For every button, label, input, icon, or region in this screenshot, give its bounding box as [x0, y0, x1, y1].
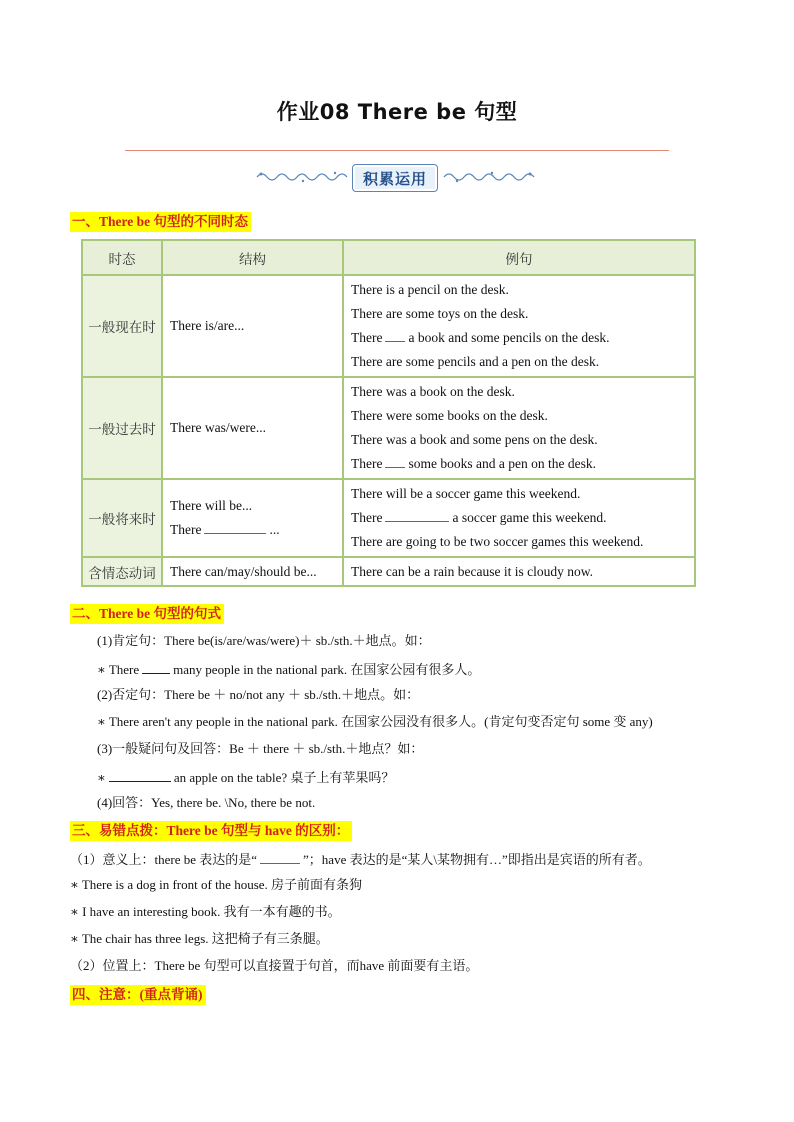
section-banner	[255, 162, 545, 196]
structure-cell	[162, 275, 343, 377]
example-line: There was a book on the desk.	[351, 384, 515, 399]
section1-heading: 一、There be 句型的不同时态	[70, 212, 251, 232]
banner-label-box	[352, 164, 438, 192]
right-wave-ornament	[442, 166, 537, 188]
meaning-rule	[70, 849, 651, 869]
answer-blank[interactable]	[109, 767, 171, 782]
tense-cell: 含情态动词	[82, 557, 162, 586]
section2-heading: 二、There be 句型的句式	[70, 604, 224, 624]
structure-text: There was/were...	[170, 420, 266, 435]
banner-label: 积累运用	[362, 170, 427, 188]
example-text: many people in the national park. 在国家公园有很多人。	[173, 662, 481, 677]
example-text: There can be a rain because it is cloudy now.	[351, 563, 594, 579]
rule-text: （1）意义上：there be 表达的是“	[70, 852, 258, 867]
rule-answer: (4)回答：Yes, there be. \No, there be not.	[97, 795, 316, 810]
example-affirmative	[97, 659, 480, 679]
example-line: There are some toys on the desk.	[351, 306, 529, 321]
example-line	[351, 326, 687, 350]
example-question	[97, 767, 394, 787]
examples-cell	[343, 557, 695, 586]
header-tense: 时态	[82, 240, 162, 275]
example-line: There are some pencils and a pen on the desk.	[351, 354, 600, 369]
tense-cell: 一般将来时	[82, 479, 162, 557]
rule-question: (3)一般疑问句及回答：Be ＋ there ＋ sb./sth.＋地点？如：	[97, 741, 424, 756]
example-text: an apple on the table? 桌子上有苹果吗？	[173, 770, 395, 785]
position-rule: （2）位置上：There be 句型可以直接置于句首，而have 前面要有主语。	[70, 958, 479, 973]
example-text: a book and some pencils on the desk.	[408, 330, 610, 345]
structure-text	[170, 518, 335, 542]
header-example: 例句	[343, 240, 695, 275]
section3-heading: 三、易错点拨：There be 句型与 have 的区别：	[70, 821, 352, 841]
example-text: There	[351, 330, 383, 345]
example-there-be: ∗ There is a dog in front of the house. 房子前面有条狗	[70, 877, 363, 892]
answer-blank[interactable]	[260, 849, 300, 864]
rule-affirmative: (1)肯定句：There be(is/are/was/were)＋ sb./sth.＋地点。如：	[97, 633, 431, 648]
tense-cell: 一般过去时	[82, 377, 162, 479]
example-text: There	[351, 456, 383, 471]
page-title: 作业08 There be 句型	[276, 100, 518, 124]
title-divider	[125, 150, 669, 151]
structure-text: There is/are...	[170, 318, 245, 333]
structure-text: There will be...	[170, 498, 253, 513]
example-text: ∗ There	[97, 662, 140, 677]
example-text: ∗	[97, 770, 106, 785]
header-structure: 结构	[162, 240, 343, 275]
answer-blank[interactable]	[385, 453, 405, 468]
examples-cell	[343, 275, 695, 377]
examples-cell	[343, 479, 695, 557]
example-text: There	[351, 510, 383, 525]
example-negative: ∗ There aren't any people in the national park. 在国家公园没有很多人。(肯定句变否定句 some 变 any)	[97, 714, 653, 729]
structure-word: There	[170, 522, 202, 537]
example-has: ∗ The chair has three legs. 这把椅子有三条腿。	[70, 931, 329, 946]
example-text: a soccer game this weekend.	[452, 510, 607, 525]
example-line: There were some books on the desk.	[351, 408, 548, 423]
tense-table	[81, 239, 696, 587]
table-row	[82, 275, 695, 377]
structure-cell	[162, 557, 343, 586]
table-row	[82, 479, 695, 557]
table-row	[82, 557, 695, 586]
table-row	[82, 377, 695, 479]
example-have: ∗ I have an interesting book. 我有一本有趣的书。	[70, 904, 341, 919]
tense-cell: 一般现在时	[82, 275, 162, 377]
example-line: There is a pencil on the desk.	[351, 282, 509, 297]
section4-heading: 四、注意：(重点背诵)	[70, 985, 206, 1005]
example-line	[351, 506, 687, 530]
rule-text: ”；have 表达的是“某人\某物拥有…”即指出是宾语的所有者。	[303, 852, 651, 867]
example-line: There will be a soccer game this weekend.	[351, 486, 581, 501]
structure-cell	[162, 479, 343, 557]
answer-blank[interactable]	[385, 507, 449, 522]
examples-cell	[343, 377, 695, 479]
structure-word: ...	[269, 522, 280, 537]
answer-blank[interactable]	[142, 659, 170, 674]
example-text: some books and a pen on the desk.	[408, 456, 596, 471]
structure-text: There can/may/should be...	[170, 563, 317, 579]
example-line	[351, 452, 687, 476]
left-wave-ornament	[255, 166, 350, 188]
structure-cell	[162, 377, 343, 479]
answer-blank[interactable]	[204, 519, 266, 534]
table-header-row	[82, 240, 695, 275]
example-line: There are going to be two soccer games this weekend.	[351, 534, 644, 549]
example-line: There was a book and some pens on the desk.	[351, 432, 598, 447]
rule-negative: (2)否定句：There be ＋ no/not any ＋ sb./sth.＋地点。如：	[97, 687, 420, 702]
answer-blank[interactable]	[385, 327, 405, 342]
